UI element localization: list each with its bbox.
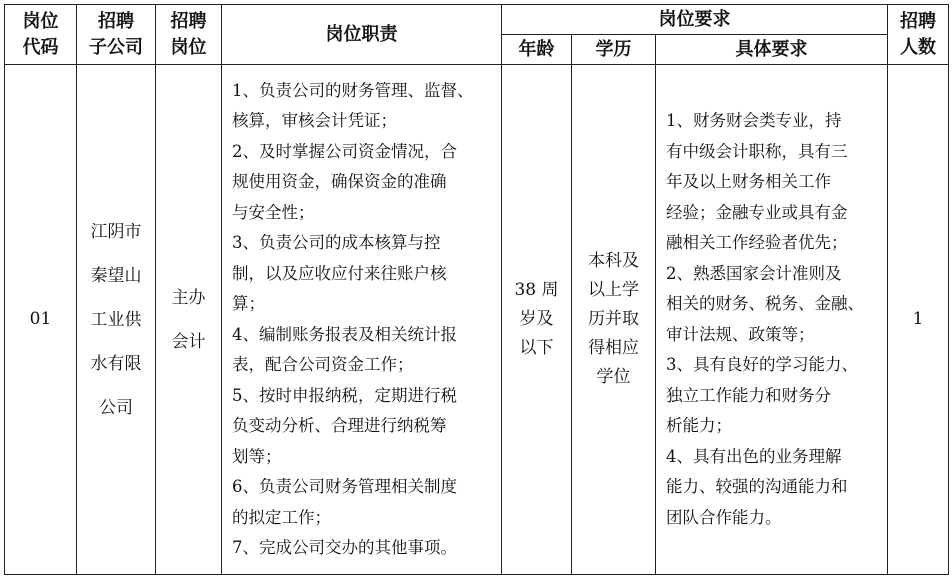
cell-company: 江阴市 秦望山 工业供 水有限 公司 — [77, 65, 156, 575]
header-position: 招聘 岗位 — [156, 5, 222, 65]
cell-duties: 1、负责公司的财务管理、监督、 核算，审核会计凭证； 2、及时掌握公司资金情况，合 规使用资金，确保资金的准确 与安全性； 3、负责公司的成本核算与控 制，以及应收应付来往账户核 算； 4、编制账务报表及相关统计报 表，配合公司资金工作； 5、按时申报纳税，定期进行税 负变动分析、合理进行纳税筹 划等； 6、负责公司财务管理相关制度 的拟定工作； 7、完成公司交办的其他事项。 — [222, 65, 502, 575]
cell-count: 1 — [888, 65, 949, 575]
cell-education: 本科及 以上学 历并取 得相应 学位 — [572, 65, 656, 575]
header-company: 招聘 子公司 — [77, 5, 156, 65]
cell-code: 01 — [5, 65, 77, 575]
header-row-1 — [5, 5, 949, 35]
header-specific: 具体要求 — [656, 35, 888, 65]
header-code: 岗位 代码 — [5, 5, 77, 65]
header-count: 招聘 人数 — [888, 5, 949, 65]
header-requirements: 岗位要求 — [502, 5, 888, 35]
table-row — [5, 65, 949, 575]
header-duties: 岗位职责 — [222, 5, 502, 65]
header-education: 学历 — [572, 35, 656, 65]
cell-requirements: 1、财务财会类专业，持 有中级会计职称，具有三 年及以上财务相关工作 经验；金融专业或具有金 融相关工作经验者优先； 2、熟悉国家会计准则及 相关的财务、税务、金融、 审计法规、政策等； 3、具有良好的学习能力、 独立工作能力和财务分 析能力； 4、具有出色的业务理解 能力、较强的沟通能力和 团队合作能力。 — [656, 65, 888, 575]
cell-position: 主办 会计 — [156, 65, 222, 575]
recruitment-table — [4, 4, 949, 575]
cell-age: 38 周 岁及 以下 — [502, 65, 572, 575]
header-age: 年龄 — [502, 35, 572, 65]
